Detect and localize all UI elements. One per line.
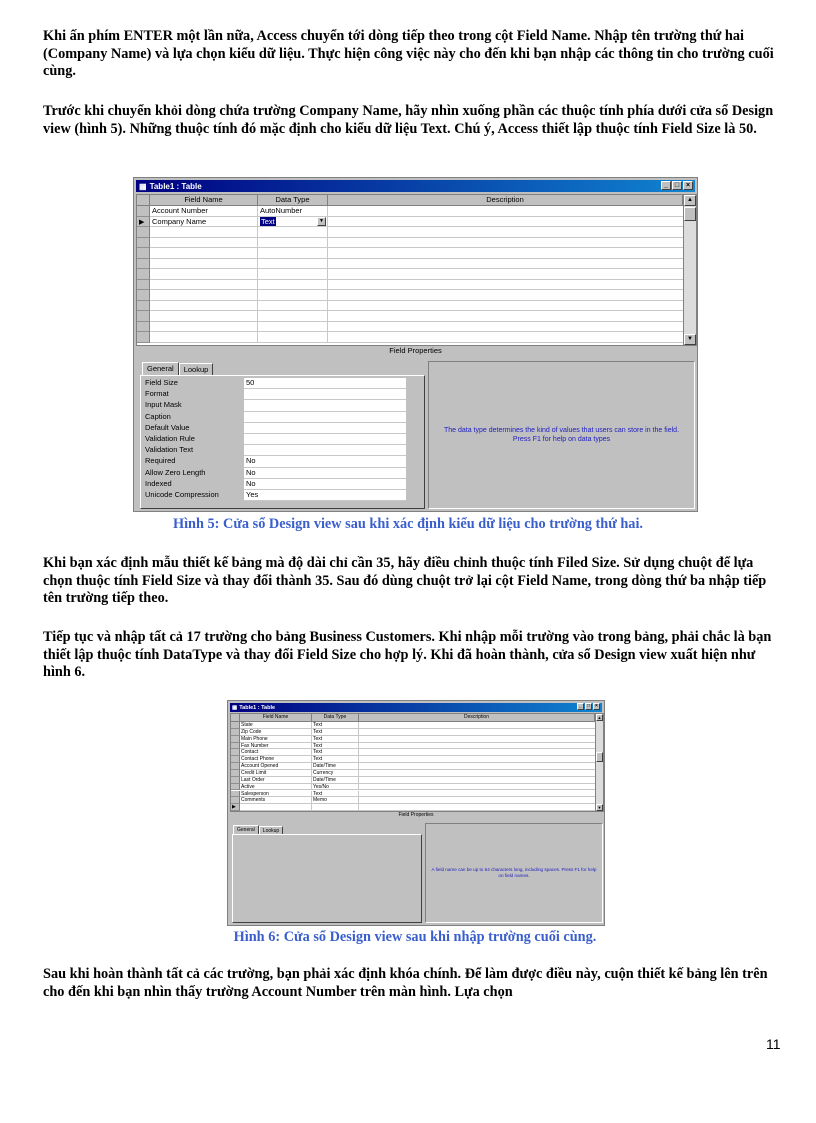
field-name-cell[interactable]: Active — [240, 784, 312, 790]
data-type-cell[interactable]: Text — [312, 743, 359, 749]
data-type-cell[interactable] — [258, 280, 328, 290]
table-row[interactable] — [137, 206, 683, 217]
description-cell[interactable] — [359, 763, 595, 769]
window-titlebar — [230, 703, 602, 712]
table-icon: ▦ — [232, 704, 238, 711]
data-type-cell[interactable]: Text — [312, 791, 359, 797]
data-type-cell[interactable] — [258, 332, 328, 342]
field-name-cell[interactable] — [150, 269, 258, 279]
dropdown-arrow-icon[interactable]: ▼ — [317, 217, 326, 226]
table-row[interactable] — [231, 763, 595, 770]
property-name: Input Mask — [145, 400, 182, 410]
close-button[interactable]: × — [683, 181, 693, 190]
paragraph-3: Khi bạn xác định mẫu thiết kế bảng mà độ dài chỉ cần 35, hãy điều chỉnh thuộc tính Filed Size. Sử dụng chuột để lựa chọn thuộc tính Field Size và thay đổi thành 35. Sau đó dùng chuột trở lại cột Field Name, trong dòng thứ ba nhập tiếp tên trường tiếp theo. — [43, 555, 767, 606]
property-value[interactable] — [244, 434, 406, 445]
row-selector[interactable] — [137, 248, 150, 259]
row-selector[interactable] — [231, 729, 240, 736]
table-row[interactable] — [231, 784, 595, 791]
field-grid — [230, 713, 604, 812]
data-type-cell[interactable] — [312, 804, 359, 810]
field-name-cell[interactable] — [150, 238, 258, 248]
properties-tabs — [142, 362, 213, 375]
tab-lookup[interactable]: Lookup — [179, 363, 214, 375]
description-cell[interactable] — [359, 736, 595, 742]
paragraph-4: Tiếp tục và nhập tất cả 17 trường cho bảng Business Customers. Khi nhập mỗi trường vào trong bảng, phải chắc là bạn thiết lập thuộc tính DataType và thay đổi Field Size cho hợp lý. Khi đã hoàn thành, cửa sổ Design view xuất hiện như hình 6. — [43, 629, 772, 680]
property-value[interactable]: No — [244, 468, 406, 479]
field-grid — [136, 194, 697, 346]
grid-scrollbar[interactable] — [595, 714, 603, 811]
field-name-cell[interactable] — [240, 804, 312, 810]
property-row[interactable] — [141, 479, 424, 490]
col-header-field-name[interactable]: Field Name — [240, 714, 312, 722]
row-selector[interactable] — [231, 784, 240, 791]
table-row[interactable] — [231, 756, 595, 763]
row-selector[interactable] — [137, 280, 150, 291]
table-row[interactable] — [137, 311, 683, 322]
description-cell[interactable] — [328, 248, 683, 258]
col-header-description[interactable]: Description — [328, 195, 683, 206]
data-type-cell[interactable] — [258, 290, 328, 300]
property-name: Validation Rule — [145, 434, 195, 443]
property-name: Format — [145, 389, 169, 399]
row-selector[interactable] — [137, 238, 150, 249]
row-selector[interactable] — [231, 722, 240, 729]
description-cell[interactable] — [359, 784, 595, 790]
paragraph-2: Trước khi chuyển khỏi dòng chứa trường Company Name, hãy nhìn xuống phần các thuộc tính phía dưới cửa sổ Design view (hình 5). Những thuộc tính đó mặc định cho kiểu dữ liệu Text. Chú ý, Access thiết lập thuộc tính Field Size là 50. — [43, 103, 774, 137]
figure-6-caption: Hình 6: Cửa sổ Design view sau khi nhập trường cuối cùng. — [233, 929, 597, 945]
row-selector[interactable] — [231, 736, 240, 743]
data-type-cell[interactable]: Text — [312, 736, 359, 742]
property-value[interactable]: No — [244, 479, 406, 490]
row-selector[interactable] — [137, 259, 150, 270]
description-cell[interactable] — [359, 743, 595, 749]
property-name: Default Value — [145, 422, 190, 432]
property-row[interactable] — [141, 456, 424, 467]
data-type-cell[interactable] — [258, 248, 328, 258]
property-row[interactable] — [141, 400, 424, 411]
table-row[interactable] — [137, 290, 683, 301]
property-value[interactable] — [244, 412, 406, 423]
paragraph-5: Sau khi hoàn thành tất cả các trường, bạn phải xác định khóa chính. Để làm được điều này, cuộn thiết kế bảng lên trên cho đến khi bạn nhìn thấy trường Account Number trên màn hình. Lựa chọn — [43, 966, 768, 1000]
description-cell[interactable] — [359, 791, 595, 797]
description-cell[interactable] — [359, 756, 595, 762]
scroll-thumb[interactable] — [684, 207, 696, 221]
property-row[interactable] — [141, 468, 424, 479]
data-type-cell[interactable] — [258, 217, 328, 227]
table-row[interactable] — [231, 797, 595, 804]
data-type-cell[interactable] — [258, 259, 328, 269]
field-name-cell[interactable]: State — [240, 722, 312, 728]
col-header-field-name[interactable]: Field Name — [150, 195, 258, 206]
field-name-cell[interactable] — [150, 311, 258, 321]
data-type-cell[interactable]: Yes/No — [312, 784, 359, 790]
field-name-cell[interactable] — [150, 259, 258, 269]
property-name: Unicode Compression — [145, 490, 219, 499]
row-selector[interactable] — [231, 763, 240, 770]
property-name: Validation Text — [145, 445, 194, 455]
table-row[interactable] — [231, 804, 595, 811]
property-value[interactable] — [244, 445, 406, 456]
table-row[interactable] — [231, 749, 595, 756]
field-name-cell[interactable] — [150, 332, 258, 342]
col-header-data-type[interactable]: Data Type — [312, 714, 359, 722]
table-row[interactable] — [137, 227, 683, 238]
col-header-description[interactable]: Description — [359, 714, 595, 722]
description-cell[interactable] — [359, 770, 595, 776]
field-properties-label: Field Properties — [389, 346, 442, 355]
field-name-cell[interactable] — [150, 280, 258, 290]
data-type-cell[interactable]: Text — [312, 729, 359, 735]
table-row[interactable] — [137, 301, 683, 312]
property-value[interactable]: Yes — [244, 490, 406, 501]
general-properties-panel — [232, 834, 422, 923]
table-row[interactable] — [231, 770, 595, 777]
row-selector[interactable] — [231, 777, 240, 784]
description-cell[interactable] — [328, 332, 683, 342]
row-selector[interactable] — [137, 332, 150, 343]
row-selector[interactable] — [137, 290, 150, 301]
field-name-cell[interactable]: Contact Phone — [240, 756, 312, 762]
description-cell[interactable] — [328, 311, 683, 321]
description-cell[interactable] — [328, 206, 683, 216]
table-row[interactable] — [231, 736, 595, 743]
grid-corner — [137, 195, 150, 206]
row-selector[interactable] — [137, 227, 150, 238]
tab-lookup[interactable]: Lookup — [259, 826, 283, 834]
field-name-cell[interactable]: Fax Number — [240, 743, 312, 749]
row-selector[interactable] — [231, 797, 240, 804]
scroll-thumb[interactable] — [596, 752, 603, 762]
row-selector[interactable] — [137, 311, 150, 322]
window-title: Table1 : Table — [239, 704, 276, 711]
property-row[interactable] — [141, 434, 424, 445]
property-row[interactable] — [141, 378, 424, 389]
property-row[interactable] — [141, 445, 424, 456]
scroll-down-arrow[interactable]: ▼ — [684, 334, 696, 345]
row-selector[interactable] — [231, 770, 240, 777]
col-header-data-type[interactable]: Data Type — [258, 195, 328, 206]
maximize-button[interactable]: □ — [672, 181, 682, 190]
table-row[interactable] — [137, 269, 683, 280]
table-row[interactable] — [231, 722, 595, 729]
description-cell[interactable] — [359, 777, 595, 783]
table-row[interactable] — [231, 729, 595, 736]
grid-corner — [231, 714, 240, 722]
field-name-cell[interactable]: Company Name — [150, 217, 258, 227]
scroll-up-arrow[interactable]: ▲ — [597, 715, 602, 720]
scroll-up-arrow[interactable]: ▲ — [684, 195, 696, 206]
data-type-cell[interactable] — [258, 322, 328, 332]
property-row[interactable] — [141, 412, 424, 423]
property-row[interactable] — [141, 490, 424, 501]
field-name-cell[interactable] — [150, 227, 258, 237]
field-name-cell[interactable]: Zip Code — [240, 729, 312, 735]
table-row[interactable] — [137, 217, 683, 228]
property-row[interactable] — [141, 423, 424, 434]
data-type-cell[interactable] — [258, 206, 328, 216]
property-value[interactable] — [244, 400, 406, 411]
scroll-down-arrow[interactable]: ▼ — [597, 805, 602, 810]
row-selector[interactable] — [137, 301, 150, 312]
data-type-cell[interactable] — [258, 227, 328, 237]
property-value[interactable] — [244, 423, 406, 434]
field-name-cell[interactable] — [150, 248, 258, 258]
field-name-cell[interactable]: Comments — [240, 797, 312, 803]
general-properties-panel — [140, 375, 425, 509]
description-cell[interactable] — [328, 269, 683, 279]
properties-tabs — [233, 825, 283, 834]
help-text-box: The data type determines the kind of values that users can store in the field. Press F1 for help on data types — [428, 361, 695, 509]
data-type-cell[interactable]: Text — [312, 722, 359, 728]
field-name-cell[interactable] — [150, 290, 258, 300]
data-type-cell[interactable] — [258, 269, 328, 279]
paragraph-1: Khi ấn phím ENTER một lần nữa, Access chuyển tới dòng tiếp theo trong cột Field Name. Nhập tên trường thứ hai (Company Name) và lựa chọn kiểu dữ liệu. Thực hiện công việc này cho đến khi bạn nhập các thông tin cho trường cuối cùng. — [43, 28, 774, 79]
figure-6-design-view-window — [227, 700, 605, 926]
property-value[interactable]: 50 — [244, 378, 406, 389]
data-type-cell[interactable]: Text — [312, 756, 359, 762]
table-icon: ▦ — [139, 181, 147, 191]
description-cell[interactable] — [328, 290, 683, 300]
property-name: Indexed — [145, 478, 172, 488]
table-row[interactable] — [137, 280, 683, 291]
description-cell[interactable] — [328, 322, 683, 332]
description-cell[interactable] — [359, 749, 595, 755]
property-name: Field Size — [145, 378, 178, 387]
description-cell[interactable] — [328, 217, 683, 227]
field-name-cell[interactable] — [150, 301, 258, 311]
row-selector[interactable] — [231, 756, 240, 763]
property-value[interactable]: No — [244, 456, 406, 467]
row-selector[interactable] — [137, 322, 150, 333]
property-name: Caption — [145, 411, 171, 421]
field-name-cell[interactable]: Main Phone — [240, 736, 312, 742]
table-row[interactable] — [137, 248, 683, 259]
grid-scrollbar[interactable] — [683, 195, 696, 345]
table-row[interactable] — [231, 743, 595, 750]
data-type-cell[interactable]: Memo — [312, 797, 359, 803]
row-selector[interactable] — [137, 206, 150, 217]
table-row[interactable] — [137, 332, 683, 343]
description-cell[interactable] — [328, 259, 683, 269]
data-type-cell[interactable]: Text — [312, 749, 359, 755]
row-selector[interactable] — [231, 749, 240, 756]
property-value[interactable] — [244, 389, 406, 400]
tab-general[interactable]: General — [233, 825, 259, 834]
data-type-value: AutoNumber — [260, 206, 303, 215]
table-row[interactable] — [137, 238, 683, 249]
description-cell[interactable] — [328, 238, 683, 248]
minimize-button[interactable]: _ — [661, 181, 671, 190]
row-selector[interactable] — [231, 804, 240, 811]
description-cell[interactable] — [328, 227, 683, 237]
help-text-box: A field name can be up to 64 characters long, including spaces. Press F1 for help on field names. — [425, 823, 603, 923]
row-selector[interactable] — [137, 217, 150, 228]
description-cell[interactable] — [359, 797, 595, 803]
description-cell[interactable] — [359, 722, 595, 728]
field-name-cell[interactable]: Credit Limit — [240, 770, 312, 776]
field-name-cell[interactable]: Contact — [240, 749, 312, 755]
data-type-cell[interactable]: Date/Time — [312, 777, 359, 783]
field-name-cell[interactable]: Last Order — [240, 777, 312, 783]
data-type-cell[interactable] — [258, 311, 328, 321]
data-type-value: Text — [261, 216, 275, 226]
field-name-cell[interactable]: Salesperson — [240, 791, 312, 797]
property-name: Required — [145, 456, 176, 466]
property-name: Allow Zero Length — [145, 467, 206, 477]
table-row[interactable] — [231, 791, 595, 798]
close-button[interactable]: × — [593, 703, 600, 710]
minimize-button[interactable]: _ — [577, 703, 584, 710]
row-selector[interactable] — [231, 791, 240, 798]
table-row[interactable] — [137, 322, 683, 333]
field-properties-label: Field Properties — [398, 812, 434, 818]
page-number: 11 — [766, 1036, 781, 1052]
field-name-cell[interactable] — [150, 322, 258, 332]
description-cell[interactable] — [359, 804, 595, 810]
data-type-cell[interactable]: Date/Time — [312, 763, 359, 769]
field-name-cell[interactable]: Account Number — [150, 206, 258, 216]
figure-5-caption: Hình 5: Cửa sổ Design view sau khi xác định kiểu dữ liệu cho trường thứ hai. — [172, 516, 644, 532]
description-cell[interactable] — [328, 301, 683, 311]
data-type-cell[interactable] — [258, 301, 328, 311]
property-row[interactable] — [141, 389, 424, 400]
description-cell[interactable] — [359, 729, 595, 735]
tab-general[interactable]: General — [142, 362, 179, 375]
window-titlebar — [136, 180, 695, 192]
description-cell[interactable] — [328, 280, 683, 290]
current-row-arrow-icon: ▶ — [232, 804, 236, 811]
current-row-arrow-icon: ▶ — [139, 218, 145, 226]
data-type-cell[interactable] — [258, 238, 328, 248]
figure-5-design-view-window — [133, 177, 698, 512]
maximize-button[interactable]: □ — [586, 703, 591, 709]
window-title: Table1 : Table — [149, 181, 202, 191]
table-row[interactable] — [137, 259, 683, 270]
field-name-cell[interactable]: Account Opened — [240, 763, 312, 769]
table-row[interactable] — [231, 777, 595, 784]
data-type-cell[interactable]: Currency — [312, 770, 359, 776]
row-selector[interactable] — [137, 269, 150, 280]
row-selector[interactable] — [231, 743, 240, 750]
